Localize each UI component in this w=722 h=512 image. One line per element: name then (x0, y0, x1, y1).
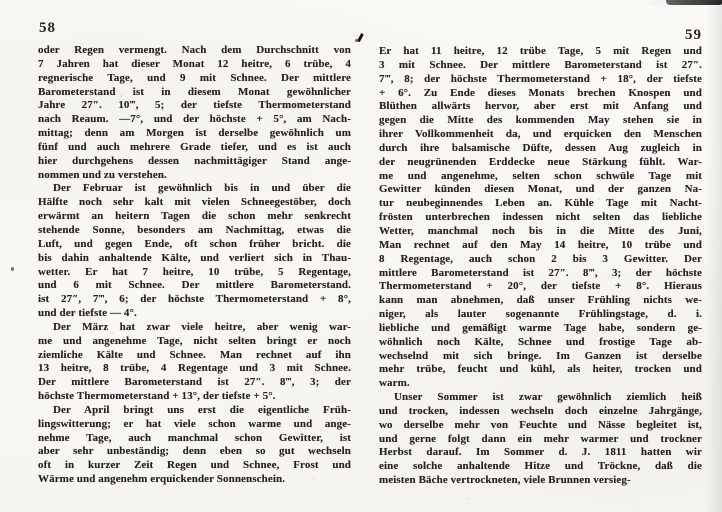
paragraph (379, 391, 702, 488)
text-line: meisten Bäche vertrockneten, viele Brunnen versieg- (379, 474, 631, 487)
text-line: ziemliche Kälte und Schnee. Man rechnet auf ihn (38, 348, 351, 361)
text-line: 7‴, 8; der höchste Thermometerstand + 18°, der tiefste (379, 72, 702, 85)
text-line: erwärmt an heitern Tagen die schon mehr senkrecht (38, 210, 351, 223)
text-line: Luft, und gegen Ende, oft schon früher bricht. die (38, 237, 351, 250)
text-line: me und angenehme Tage, nicht selten bringt er noch (38, 334, 351, 347)
text-line: der neugrünenden Erddecke neue Stärkung fühlt. War- (379, 155, 702, 168)
text-line: Hälfte noch sehr kalt mit vielen Schneegestöber, doch (38, 196, 351, 209)
text-line: me und angenehme, selten schon schwüle Tage mit (379, 169, 702, 182)
text-line: nach Reaum. —7°, und der höchste + 5°, am Nach- (38, 113, 351, 126)
right-edge-shadow (706, 0, 722, 512)
text-line: kann man abnehmen, daß unser Frühling nichts we- (379, 294, 702, 307)
text-line: warm. (379, 377, 410, 390)
text-line: durch ihre balsamische Düfte, dessen Aug zugleich in (379, 141, 702, 154)
page-number-59: 59 (685, 27, 702, 43)
text-line: tur neubeginnendes Leben an. Kühle Tage mit Nacht- (379, 197, 702, 210)
text-line: aber sehr unbeständig; denn eben so gut wechseln (38, 445, 351, 458)
text-line: wöhnlich noch Kälte, Schnee und frostige Tage ab- (379, 335, 702, 348)
text-line: Der April bringt uns erst die eigentliche Früh- (53, 403, 351, 416)
paragraph (38, 44, 351, 182)
text-line: fünf und auch mehrere Grade tiefer, und es ist auch (38, 140, 351, 153)
text-line: Der Februar ist gewöhnlich bis in und über die (53, 182, 351, 195)
text-line: Der März hat zwar viele heitre, aber wenig war- (53, 320, 351, 333)
text-line: gegen die Mitte des kommenden May stehen sie in (379, 114, 702, 127)
margin-ink-dot (11, 267, 14, 271)
text-line: oft in kurzer Zeit Regen und Schnee, Frost und (38, 459, 351, 472)
text-line: eine solche anhaltende Hitze und Tröckne, daß die (379, 460, 702, 473)
text-line: stehende Sonne, besonders am Nachmittag, etwas die (38, 223, 351, 236)
corner-smudge (666, 0, 722, 5)
text-line: regnerische Tage, und 9 mit Schnee. Der mittlere (38, 71, 351, 84)
text-line: Wärme und angenehm erquickender Sonnenschein. (38, 473, 286, 486)
text-line: Wetter, manchmal noch bis in die Mitte des Juni, (379, 224, 702, 237)
text-line: 8 Regentage, auch schon 2 bis 3 Gewitter. Der (379, 252, 702, 265)
text-line: und der tiefste — 4°. (38, 307, 137, 320)
text-line: mittlere Barometerstand ist 27″. 8‴, 3; der höchste (379, 266, 702, 279)
text-line: lingswitterung; er hat viele schon warme und ange- (38, 417, 351, 430)
paragraph (38, 321, 351, 404)
text-line: 3 mit Schnee. Der mittlere Barometerstand ist 27″. (379, 58, 702, 71)
text-line: Jahre 27″. 10‴, 5; der tiefste Thermometerstand (38, 99, 351, 112)
text-line: Gewitter künden diesen Monat, und der ganzen Na- (379, 183, 702, 196)
text-line: + 6°. Zu Ende dieses Monats brechen Knospen und (379, 86, 702, 99)
text-line: wechselnd mit sich bringe. Im Ganzen ist derselbe (379, 349, 702, 362)
text-line: niger, als lauter sogenannte Frühlingstage, d. i. (379, 308, 702, 321)
paragraph (38, 404, 351, 487)
text-line: Herbst darauf. Im Sommer d. J. 1811 hatten wir (379, 446, 702, 459)
paragraph (38, 182, 351, 320)
paragraph (379, 45, 702, 391)
text-line: Unser Sommer ist zwar gewöhnlich ziemlich heiß (394, 391, 702, 404)
text-line: liebliche und gemäßigt warme Tage habe, sondern ge- (379, 321, 702, 334)
text-line: nommen und zu verstehen. (38, 168, 167, 181)
text-line: Er hat 11 heitre, 12 trübe Tage, 5 mit Regen und (379, 45, 702, 57)
text-line: und trocken, indessen wechseln doch einzelne Jahrgänge, (379, 404, 702, 417)
page-59-text (379, 45, 702, 488)
text-line: 13 heitre, 8 trübe, 4 Regentage und 3 mit Schnee. (38, 362, 351, 375)
text-line: Der mittlere Barometerstand ist 27″. 8‴, 3; der (38, 376, 351, 389)
text-line: nehme Tage, auch manchmal schon Gewitter, ist (38, 431, 351, 444)
text-line: höchste Thermometerstand + 13°, der tiefste + 5°. (38, 390, 276, 403)
gutter-ink-mark (355, 33, 364, 45)
paper-specks (0, 0, 2, 2)
text-line: 7 Jahren hat dieser Monat 12 heitre, 6 trübe, 4 (38, 57, 351, 70)
page-58-text (38, 44, 351, 487)
text-line: bis dahin anhaltende Kälte, und verliert sich in Thau- (38, 251, 351, 264)
text-line: ist 27″, 7‴, 6; der höchste Thermometerstand + 8°, (38, 293, 351, 306)
text-line: und gerne folgt dann ein mehr warmer und trockner (379, 432, 702, 445)
page-number-58: 58 (39, 20, 56, 36)
text-line: wo derselbe mehr von Feuchte und Nässe begleitet ist, (379, 418, 702, 431)
text-line: Man rechnet auf den May 14 heitre, 10 trübe und (379, 238, 702, 251)
text-line: ihrer Vollkommenheit da, und erquicken den Menschen (379, 128, 702, 141)
text-line: frösten unterbrechen indessen nicht selten das liebliche (379, 211, 702, 224)
text-line: und 6 mit Schnee. Der mittlere Barometerstand. (38, 279, 351, 292)
text-line: Thermometerstand + 20°, der tiefste + 8°. Hieraus (379, 280, 702, 293)
text-line: Blüthen allwärts hervor, aber erst mit Anfang und (379, 100, 702, 113)
text-line: hier durchgehens dessen nachmittägiger Stand ange- (38, 154, 351, 167)
text-line: wetter. Er hat 7 heitre, 10 trübe, 5 Regentage, (38, 265, 351, 278)
text-line: mehr trübe, feucht und kühl, als heiter, trocken und (379, 363, 702, 376)
text-line: Barometerstand ist in diesem Monat gewöhnlicher (38, 85, 351, 98)
text-line: oder Regen vermengt. Nach dem Durchschnitt von (38, 44, 351, 56)
text-line: mittag; denn am Morgen ist derselbe gewöhnlich um (38, 127, 351, 140)
